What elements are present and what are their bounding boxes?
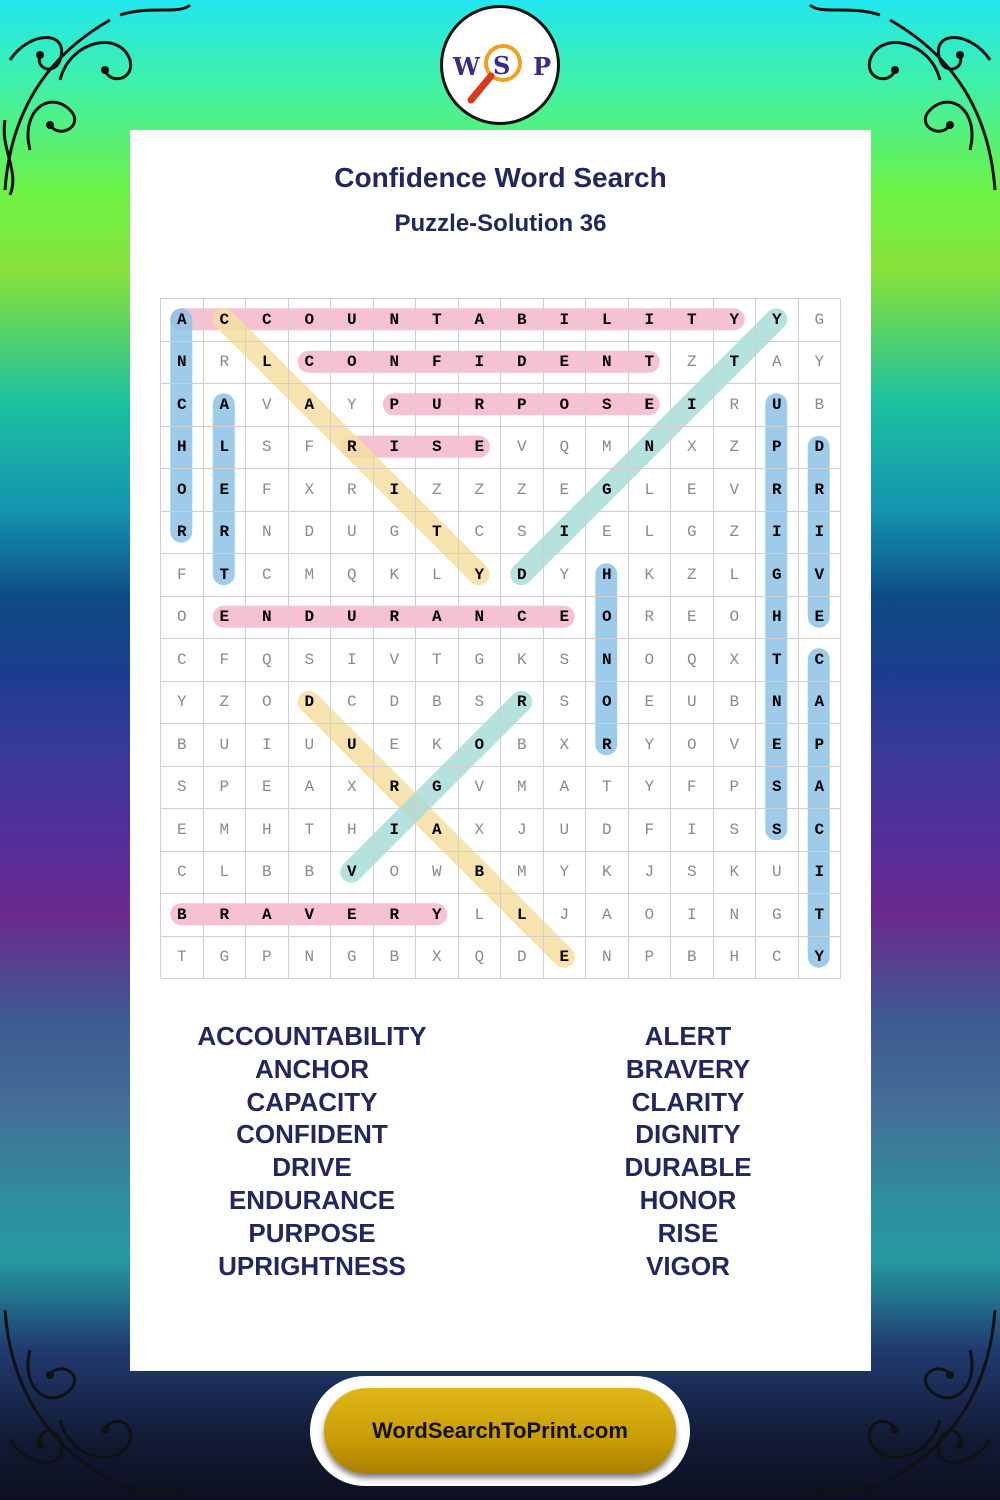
grid-cell: T [161,937,204,980]
grid-cell: D [374,682,417,725]
grid-cell: V [374,639,417,682]
grid-cell: Z [714,427,757,470]
grid-cell: G [756,894,799,937]
grid-cell: P [714,767,757,810]
grid-cell: O [289,299,332,342]
grid-cell: X [671,427,714,470]
grid-cell: M [586,427,629,470]
grid-cell: P [246,937,289,980]
grid-cell: C [799,639,842,682]
grid-cell: N [246,512,289,555]
grid-cell: Y [756,299,799,342]
grid-cell: T [671,299,714,342]
grid-cell: Y [629,767,672,810]
grid-cell: N [629,427,672,470]
grid-cell: R [501,682,544,725]
grid-cell: U [289,724,332,767]
page-subtitle: Puzzle-Solution 36 [394,210,607,237]
grid-cell: Z [416,469,459,512]
grid-cell: D [289,682,332,725]
grid-cell: O [331,342,374,385]
grid-cell: Z [459,469,502,512]
grid-cell: I [374,469,417,512]
grid-cell: R [331,469,374,512]
grid-cell: O [161,469,204,512]
grid-cell: S [756,809,799,852]
grid-cell: S [671,852,714,895]
grid-cell: C [331,682,374,725]
grid-cell: Y [799,937,842,980]
grid-cell: P [204,767,247,810]
grid-cell: B [671,937,714,980]
grid-cell: V [289,894,332,937]
grid-cell: T [289,809,332,852]
grid-cell: I [671,384,714,427]
grid-cell: R [331,427,374,470]
grid-cell: E [246,767,289,810]
grid-cell: C [289,342,332,385]
grid-cell: U [204,724,247,767]
wsp-logo [440,5,560,125]
word-list-item: PURPOSE [248,1217,376,1248]
grid-cell: P [501,384,544,427]
grid-cell: C [459,512,502,555]
page-title: Confidence Word Search [334,162,667,193]
grid-cell: M [289,554,332,597]
grid-cell: J [501,809,544,852]
grid-cell: I [799,852,842,895]
grid-cell: B [501,724,544,767]
grid-cell: E [459,427,502,470]
grid-cell: B [289,852,332,895]
grid-cell: R [586,724,629,767]
grid-cell: L [629,512,672,555]
grid-cell: R [374,597,417,640]
grid-cell: D [501,937,544,980]
grid-cell: I [544,299,587,342]
grid-cell: Y [459,554,502,597]
grid-cell: A [246,894,289,937]
word-list-item: CONFIDENT [236,1119,388,1150]
grid-cell: E [629,682,672,725]
grid-cell: V [501,427,544,470]
grid-cell: A [799,767,842,810]
grid-cell: Q [246,639,289,682]
grid-cell: S [756,767,799,810]
grid-cell: S [586,384,629,427]
grid-cell: V [714,469,757,512]
grid-cell: Q [544,427,587,470]
grid-cell: U [671,682,714,725]
grid-cell: B [501,299,544,342]
grid-cell: Z [204,682,247,725]
grid-cell: H [246,809,289,852]
grid-cell: H [331,809,374,852]
word-list-right [488,1020,888,1282]
grid-cell: U [331,299,374,342]
grid-cell: K [374,554,417,597]
grid-cell: A [289,767,332,810]
grid-cell: G [416,767,459,810]
grid-cell: U [544,809,587,852]
grid-cell: I [544,512,587,555]
grid-cell: A [416,809,459,852]
grid-cell: O [629,639,672,682]
grid-cell: R [459,384,502,427]
grid-cell: K [714,852,757,895]
logo-letter-s: S [493,51,511,80]
grid-cell: E [671,469,714,512]
grid-cell: E [374,724,417,767]
grid-cell: E [544,937,587,980]
grid-cell: B [246,852,289,895]
grid-cell: R [374,767,417,810]
word-list-item: BRAVERY [625,1053,751,1084]
grid-cell: X [459,809,502,852]
grid-cell: E [331,894,374,937]
word-list-item: VIGOR [646,1250,730,1281]
grid-cell: Y [544,554,587,597]
grid-cell: L [714,554,757,597]
grid-cell: V [246,384,289,427]
grid-cell: G [756,554,799,597]
grid-cell: X [289,469,332,512]
grid-cell: F [416,342,459,385]
grid-cell: N [714,894,757,937]
grid-cell: H [586,554,629,597]
grid-cell: L [586,299,629,342]
grid-cell: L [204,852,247,895]
grid-cell: H [714,937,757,980]
grid-cell: C [161,384,204,427]
grid-cell: U [331,597,374,640]
grid-cell: G [374,512,417,555]
word-list-item: CAPACITY [246,1086,378,1117]
grid-cell: E [586,512,629,555]
grid-cell: I [331,639,374,682]
grid-cell: K [416,724,459,767]
grid-cell: D [289,597,332,640]
grid-cell: G [671,512,714,555]
grid-cell: O [544,384,587,427]
grid-cell: B [799,384,842,427]
grid-cell: S [289,639,332,682]
grid-cell: L [246,342,289,385]
grid-cell: X [331,767,374,810]
grid-cell: N [374,342,417,385]
grid-cell: B [374,937,417,980]
grid-cell: Y [714,299,757,342]
grid-cell: N [161,342,204,385]
grid-cell: I [374,809,417,852]
grid-cell: L [629,469,672,512]
grid-cell: Z [501,469,544,512]
word-search-grid [160,298,840,978]
grid-cell: C [246,554,289,597]
grid-cell: N [586,342,629,385]
grid-cell: E [544,342,587,385]
grid-cell: O [714,597,757,640]
grid-cell: J [544,894,587,937]
grid-cell: S [459,682,502,725]
grid-cell: B [161,894,204,937]
grid-cell: L [204,427,247,470]
grid-cell: E [756,724,799,767]
word-list-item: ACCOUNTABILITY [197,1021,427,1051]
grid-cell: H [161,427,204,470]
grid-cell: C [756,937,799,980]
grid-cell: H [756,597,799,640]
grid-cell: A [416,597,459,640]
grid-cell: O [374,852,417,895]
grid-cell: B [714,682,757,725]
grid-cell: P [374,384,417,427]
grid-cell: M [501,852,544,895]
grid-cell: T [204,554,247,597]
grid-cell: Q [459,937,502,980]
grid-cell: C [204,299,247,342]
grid-cell: X [714,639,757,682]
site-link-button[interactable]: WordSearchToPrint.com [324,1388,676,1474]
grid-cell: B [161,724,204,767]
grid-cell: P [629,937,672,980]
grid-cell: I [671,894,714,937]
grid-cell: R [204,894,247,937]
word-list-item: DRIVE [272,1152,352,1183]
grid-cell: L [416,554,459,597]
grid-cell: W [416,852,459,895]
grid-cell: I [629,299,672,342]
word-list-item: HONOR [639,1184,737,1215]
grid-cell: S [246,427,289,470]
site-badge [310,1376,690,1486]
grid-cell: C [161,852,204,895]
grid-cell: E [544,597,587,640]
grid-cell: A [544,767,587,810]
grid-cell: O [586,597,629,640]
grid-cell: K [501,639,544,682]
logo-letter-p: P [533,52,552,81]
grid-cell: N [289,937,332,980]
grid-cell: E [544,469,587,512]
grid-cell: N [459,597,502,640]
grid-cell: A [459,299,502,342]
grid-cell: I [799,512,842,555]
grid-cell: N [374,299,417,342]
grid-cell: G [331,937,374,980]
grid-cell: O [629,894,672,937]
grid-cell: D [799,427,842,470]
grid-cell: F [161,554,204,597]
grid-cell: T [714,342,757,385]
word-list-item: DIGNITY [635,1119,741,1150]
grid-cell: R [756,469,799,512]
grid-cell: E [161,809,204,852]
grid-cell: U [331,724,374,767]
grid-cell: V [459,767,502,810]
grid-cell: A [289,384,332,427]
grid-cell: F [246,469,289,512]
grid-cell: N [756,682,799,725]
grid-cell: T [416,299,459,342]
logo-letter-w: W [453,52,480,81]
grid-cell: E [799,597,842,640]
grid-cell: K [586,852,629,895]
grid-cell: N [586,639,629,682]
grid-cell: T [629,342,672,385]
grid-cell: Y [161,682,204,725]
grid-cell: E [204,469,247,512]
grid-cell: E [671,597,714,640]
grid-cell: J [629,852,672,895]
grid-cell: T [416,512,459,555]
grid-cell: A [204,384,247,427]
grid-cell: D [289,512,332,555]
grid-cell: S [544,682,587,725]
grid-cell: S [416,427,459,470]
grid-cell: G [799,299,842,342]
grid-cell: C [799,809,842,852]
grid-cell: X [544,724,587,767]
grid-cell: A [586,894,629,937]
grid-cell: Q [671,639,714,682]
grid-cell: U [416,384,459,427]
grid-cell: T [756,639,799,682]
grid-cell: Z [671,342,714,385]
grid-cell: C [161,639,204,682]
grid-cell: I [671,809,714,852]
word-list-left [112,1020,512,1282]
grid-cell: K [629,554,672,597]
grid-cell: R [161,512,204,555]
grid-cell: R [714,384,757,427]
grid-cell: D [501,342,544,385]
grid-cell: P [799,724,842,767]
grid-cell: Q [331,554,374,597]
grid-cell: G [204,937,247,980]
grid-cell: R [204,512,247,555]
grid-cell: R [204,342,247,385]
word-list-item: DURABLE [624,1152,752,1183]
word-list-item: RISE [657,1217,719,1248]
grid-cell: D [586,809,629,852]
grid-cell: A [756,342,799,385]
grid-cell: I [246,724,289,767]
grid-cell: I [459,342,502,385]
word-list-item: ENDURANCE [228,1184,396,1215]
letter-cells [160,298,840,978]
grid-cell: Y [416,894,459,937]
grid-cell: U [756,384,799,427]
grid-cell: S [714,809,757,852]
grid-cell: O [459,724,502,767]
grid-cell: I [374,427,417,470]
grid-cell: T [799,894,842,937]
grid-cell: S [544,639,587,682]
word-list-item: CLARITY [631,1086,745,1117]
grid-cell: V [714,724,757,767]
grid-cell: C [501,597,544,640]
grid-cell: L [501,894,544,937]
grid-cell: B [416,682,459,725]
grid-cell: G [586,469,629,512]
word-list-item: ALERT [644,1021,732,1051]
grid-cell: F [671,767,714,810]
grid-cell: X [416,937,459,980]
grid-cell: F [289,427,332,470]
grid-cell: T [586,767,629,810]
grid-cell: N [586,937,629,980]
grid-cell: N [246,597,289,640]
grid-cell: O [586,682,629,725]
grid-cell: O [671,724,714,767]
grid-cell: E [629,384,672,427]
grid-cell: Z [714,512,757,555]
grid-cell: D [501,554,544,597]
grid-cell: V [331,852,374,895]
grid-cell: Y [331,384,374,427]
grid-cell: Y [629,724,672,767]
grid-cell: C [246,299,289,342]
grid-cell: R [374,894,417,937]
grid-cell: L [459,894,502,937]
grid-cell: M [501,767,544,810]
grid-cell: S [501,512,544,555]
grid-cell: Y [544,852,587,895]
grid-cell: Y [799,342,842,385]
grid-cell: F [629,809,672,852]
grid-cell: A [799,682,842,725]
grid-cell: Z [671,554,714,597]
word-list-item: UPRIGHTNESS [218,1250,406,1281]
grid-cell: E [204,597,247,640]
grid-cell: P [756,427,799,470]
grid-cell: B [459,852,502,895]
grid-cell: F [204,639,247,682]
grid-cell: O [246,682,289,725]
grid-cell: V [799,554,842,597]
grid-cell: G [459,639,502,682]
grid-cell: R [799,469,842,512]
grid-cell: S [161,767,204,810]
grid-cell: T [416,639,459,682]
grid-cell: U [756,852,799,895]
grid-cell: I [756,512,799,555]
grid-cell: A [161,299,204,342]
grid-cell: M [204,809,247,852]
grid-cell: O [161,597,204,640]
grid-cell: R [629,597,672,640]
grid-cell: U [331,512,374,555]
word-list-item: ANCHOR [254,1053,370,1084]
